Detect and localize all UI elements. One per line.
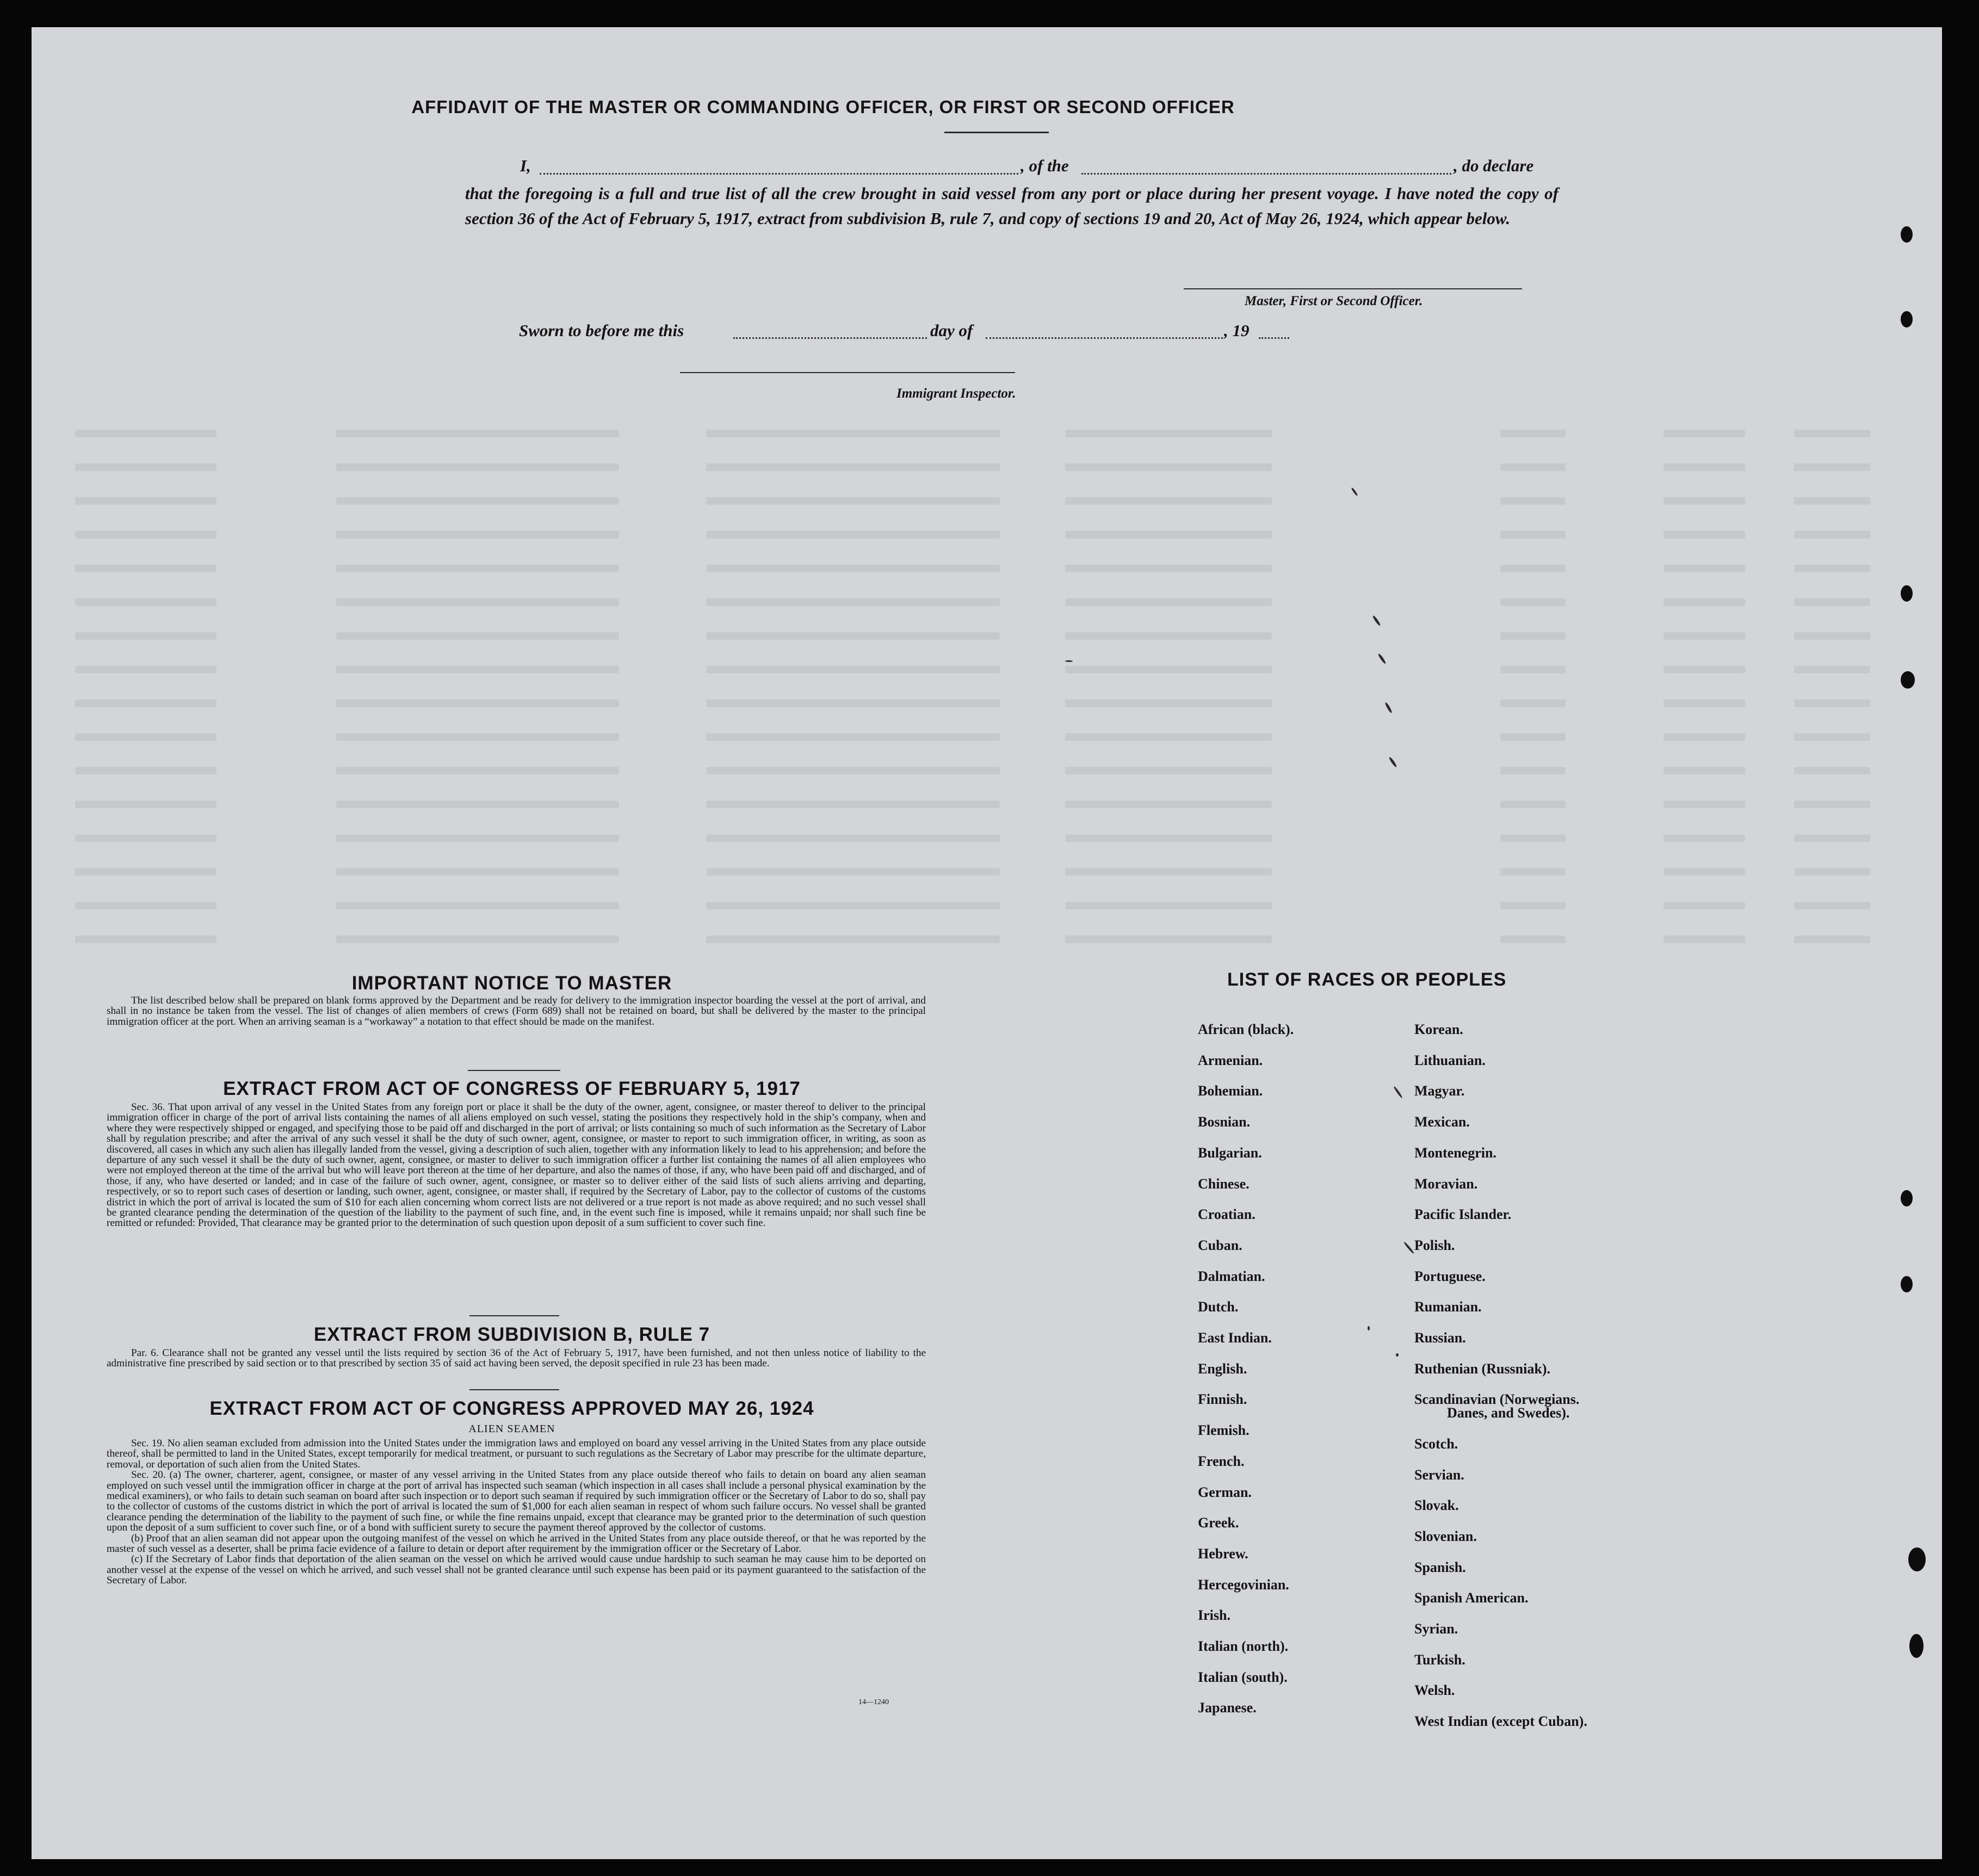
section-19-paragraph: Sec. 19. No alien seaman excluded from admission into the United States under the immigration laws and employed on board any vessel arriving in the United States from any place outside thereof, shall be permitted to land in the United States, except temporarily for medical treatment, or pursuant to such regulations as the Secretary of Labor may prescribe for the ultimate departure, removal, or deportation of such alien from the United States. — [107, 1438, 926, 1470]
bleed-through-mark — [1065, 666, 1272, 673]
race-item: Hebrew. — [1198, 1545, 1248, 1562]
day-of-label: day of — [930, 321, 973, 340]
pen-tick-mark — [1388, 757, 1397, 768]
race-item: Scandinavian (Norwegians. — [1414, 1391, 1580, 1408]
bleed-through-mark — [1065, 733, 1272, 741]
bleed-through-mark — [1500, 733, 1566, 741]
race-item: Dutch. — [1198, 1299, 1239, 1315]
race-item: Lithuanian. — [1414, 1052, 1486, 1068]
bleed-through-mark — [706, 699, 1000, 707]
bleed-through-mark — [1794, 936, 1870, 943]
sworn-day-field-line[interactable] — [733, 337, 927, 339]
bleed-through-mark — [1065, 767, 1272, 775]
punch-hole — [1901, 1190, 1913, 1206]
do-declare-label: , do declare — [1454, 156, 1534, 175]
bleed-through-mark — [1663, 834, 1745, 842]
bleed-through-mark — [1663, 733, 1745, 741]
master-signature-line[interactable] — [1184, 288, 1522, 289]
divider-2 — [469, 1315, 559, 1316]
punch-hole — [1901, 671, 1915, 689]
race-item: Rumanian. — [1414, 1299, 1482, 1315]
bleed-through-mark — [1500, 801, 1566, 808]
bleed-through-mark — [1065, 834, 1272, 842]
race-item: Slovak. — [1414, 1497, 1459, 1514]
bleed-through-mark — [1500, 598, 1566, 606]
race-item: Hercegovinian. — [1198, 1576, 1289, 1593]
bleed-through-mark — [75, 767, 217, 775]
form-sheet — [32, 27, 1942, 1859]
alien-seamen-subtitle: ALIEN SEAMEN — [468, 1423, 555, 1435]
bleed-through-mark — [1794, 733, 1870, 741]
punch-hole — [1901, 226, 1913, 243]
race-item: Italian (north). — [1198, 1638, 1289, 1654]
race-item: French. — [1198, 1453, 1245, 1469]
extract-1924-text — [107, 1438, 926, 1586]
notice-title: IMPORTANT NOTICE TO MASTER — [351, 973, 672, 994]
bleed-through-mark — [1663, 632, 1745, 640]
punch-hole — [1901, 585, 1913, 602]
bleed-through-mark — [1663, 801, 1745, 808]
master-signature-caption: Master, First or Second Officer. — [1245, 294, 1423, 308]
bleed-through-mark — [336, 497, 619, 505]
bleed-through-mark — [1663, 868, 1745, 876]
races-title: LIST OF RACES OR PEOPLES — [1227, 969, 1507, 990]
bleed-through-mark — [1065, 430, 1272, 437]
bleed-through-mark — [1065, 497, 1272, 505]
sworn-month-field-line[interactable] — [986, 337, 1223, 339]
race-item: Servian. — [1414, 1466, 1464, 1483]
bleed-through-mark — [1500, 936, 1566, 943]
race-item: Bulgarian. — [1198, 1144, 1262, 1161]
name-field-line[interactable] — [540, 173, 1018, 175]
race-item: West Indian (except Cuban). — [1414, 1713, 1587, 1730]
punch-hole — [1908, 1547, 1926, 1571]
bleed-through-mark — [75, 733, 217, 741]
bleed-through-mark — [336, 531, 619, 538]
race-item: Irish. — [1198, 1607, 1230, 1624]
bleed-through-mark — [706, 598, 1000, 606]
bleed-through-mark — [75, 531, 217, 538]
divider-3 — [469, 1389, 559, 1390]
pen-tick-mark — [1377, 653, 1387, 665]
bleed-through-mark — [1794, 801, 1870, 808]
bleed-through-mark — [75, 497, 217, 505]
bleed-through-mark — [1065, 699, 1272, 707]
bleed-through-mark — [706, 801, 1000, 808]
bleed-through-mark — [1500, 868, 1566, 876]
section-36-paragraph: Sec. 36. That upon arrival of any vessel in the United States from any foreign port or place it shall be the duty of the owner, agent, consignee, or master thereof to deliver to the principal immigration officer in charge of the port of arrival lists containing the names of all aliens employed on such vessel, stating the positions they respectively hold in the ship’s company, when and where they were respectively shipped or engaged, and specifying those to be paid off and discharged in the port of arrival; or lists containing so much of such information as the Secretary of Labor shall by regulation prescribe; and after the arrival of any such vessel it shall be the duty of such owner, agent, consignee, or master to report to such immigration officer, in writing, as soon as discovered, all cases in which any such alien has illegally landed from the vessel, giving a description of such alien, together with any information likely to lead to his apprehension; and before the departure of any such vessel it shall be the duty of such owner, agent, consignee, or master to deliver to such immigration officer a further list containing the names of all alien employees who were not employed thereon at the time of the arrival but who will leave port thereon at the time of her departure, and also the names of those, if any, who have been paid off and discharged, and of those, if any, who have deserted or landed; and in case of the failure of such owner, agent, consignee, or master so to deliver either of the said lists of such aliens arriving and departing, respectively, or so to report such cases of desertion or landing, such owner, agent, consignee, or master shall, if required by the Secretary of Labor, pay to the collector of customs of the customs district in which the port of arrival is located the sum of $10 for each alien concerning whom correct lists are not delivered or a true report is not made as above required; and no such vessel shall be granted clearance pending the determination of the question of the liability to the payment of such fine, and, in the event such fine is imposed, while it remains unpaid; nor shall such fine be remitted or refunded: Provided, That clearance may be granted prior to the determination of such question upon deposit of a sum sufficient to cover such fine. — [107, 1101, 926, 1229]
bleed-through-mark — [336, 598, 619, 606]
bleed-through-mark — [1500, 666, 1566, 673]
bleed-through-mark — [1663, 598, 1745, 606]
bleed-through-mark — [1065, 531, 1272, 538]
bleed-through-mark — [1500, 902, 1566, 909]
of-the-label: , of the — [1021, 156, 1069, 175]
pen-tick-mark — [1403, 1241, 1414, 1254]
extract-1917-text — [107, 1102, 926, 1229]
race-item: Slovenian. — [1414, 1528, 1477, 1544]
race-item: Italian (south). — [1198, 1669, 1288, 1685]
bleed-through-mark — [1794, 430, 1870, 437]
bleed-through-mark — [1663, 666, 1745, 673]
bleed-through-mark — [1065, 463, 1272, 471]
race-item: Flemish. — [1198, 1422, 1250, 1439]
bleed-through-mark — [706, 463, 1000, 471]
bleed-through-mark — [706, 632, 1000, 640]
bleed-through-mark — [1794, 767, 1870, 775]
bleed-through-mark — [1065, 902, 1272, 909]
bleed-through-mark — [706, 430, 1000, 437]
par-6-paragraph: Par. 6. Clearance shall not be granted any vessel until the lists required by section 36 of the Act of February 5, 1917, have been furnished, and not then unless notice of liability to the administrative fine prescribed by said section or to that prescribed by section 35 of said act having been served, the deposit specified in rule 23 has been made. — [107, 1347, 926, 1370]
bleed-through-mark — [1500, 767, 1566, 775]
bleed-through-mark — [1500, 834, 1566, 842]
pen-tick-mark — [1393, 1086, 1403, 1099]
pen-tick-mark — [1065, 660, 1073, 662]
race-item: Polish. — [1414, 1237, 1455, 1253]
pen-tick-mark — [1396, 1353, 1399, 1357]
bleed-through-mark — [1794, 868, 1870, 876]
bleed-through-mark — [706, 565, 1000, 572]
bleed-through-mark — [706, 868, 1000, 876]
rule7-title: EXTRACT FROM SUBDIVISION B, RULE 7 — [313, 1324, 710, 1345]
section-20c-paragraph: (c) If the Secretary of Labor finds that deportation of the alien seaman on the vessel on which he arrived would cause undue hardship to such seaman he may cause him to be deported on another vessel at the expense of the vessel on which he arrived, and such vessel shall not be granted clearance until such expense has been paid or its payment guaranteed to the satisfaction of the Secretary of Labor. — [107, 1553, 926, 1587]
bleed-through-mark — [75, 868, 217, 876]
bleed-through-mark — [706, 531, 1000, 538]
notice-text — [107, 995, 926, 1027]
pen-tick-mark — [1384, 702, 1393, 714]
bleed-through-mark — [1794, 497, 1870, 505]
race-item: Montenegrin. — [1414, 1144, 1496, 1161]
affidavit-body: that the foregoing is a full and true list of all the crew brought in said vessel from any port or place during her present voyage. I have noted the copy of section 36 of the Act of February 5, 1917, extract from subdivision B, rule 7, and copy of sections 19 and 20, Act of May 26, 1924, which appear below. — [465, 184, 1559, 228]
bleed-through-mark — [1065, 801, 1272, 808]
divider-1 — [468, 1070, 560, 1071]
year-label: , 19 — [1224, 321, 1250, 340]
race-item: Russian. — [1414, 1330, 1466, 1346]
form-number: 14—1240 — [858, 1698, 889, 1706]
bleed-through-mark — [1794, 632, 1870, 640]
race-item: Magyar. — [1414, 1083, 1465, 1099]
bleed-through-mark — [1065, 565, 1272, 572]
inspector-caption: Immigrant Inspector. — [896, 386, 1016, 401]
pen-tick-mark — [1372, 615, 1381, 627]
bleed-through-mark — [1794, 463, 1870, 471]
bleed-through-mark — [75, 936, 217, 943]
bleed-through-mark — [1065, 598, 1272, 606]
bleed-through-mark — [1500, 632, 1566, 640]
bleed-through-mark — [336, 902, 619, 909]
notice-paragraph: The list described below shall be prepared on blank forms approved by the Department and be ready for delivery to the immigration inspector boarding the vessel at the port of arrival, and shall in no instance be taken from the vessel. The list of changes of alien members of crews (Form 689) shall not be retained on board, but shall be delivered by the master to the principal immigration officer at the port. When an arriving seaman is a “workaway” a notation to that effect should be made on the manifest. — [107, 995, 926, 1027]
race-item: Mexican. — [1414, 1114, 1470, 1130]
bleed-through-mark — [1065, 868, 1272, 876]
bleed-through-mark — [1663, 902, 1745, 909]
race-item: Greek. — [1198, 1515, 1239, 1531]
bleed-through-mark — [1500, 699, 1566, 707]
bleed-through-mark — [336, 666, 619, 673]
race-item: Ruthenian (Russniak). — [1414, 1360, 1550, 1377]
bleed-through-mark — [336, 767, 619, 775]
bleed-through-mark — [336, 699, 619, 707]
bleed-through-mark — [706, 834, 1000, 842]
pen-tick-mark — [1368, 1326, 1370, 1330]
bleed-through-mark — [1500, 497, 1566, 505]
bleed-through-mark — [1794, 699, 1870, 707]
race-item: African (black). — [1198, 1021, 1294, 1037]
punch-hole — [1901, 311, 1913, 327]
bleed-through-mark — [1663, 430, 1745, 437]
race-item: Dalmatian. — [1198, 1268, 1265, 1284]
extract-1917-title: EXTRACT FROM ACT OF CONGRESS OF FEBRUARY 5, 1917 — [223, 1078, 801, 1099]
race-item: Finnish. — [1198, 1391, 1247, 1408]
sworn-year-field-line[interactable] — [1259, 337, 1289, 339]
race-item: Bohemian. — [1198, 1083, 1263, 1099]
bleed-through-mark — [1794, 834, 1870, 842]
pen-tick-mark — [1351, 487, 1358, 496]
title-underline — [944, 132, 1049, 133]
bleed-through-mark — [706, 767, 1000, 775]
bleed-through-mark — [336, 801, 619, 808]
bleed-through-mark — [1663, 565, 1745, 572]
bleed-through-mark — [75, 463, 217, 471]
bleed-through-mark — [1500, 565, 1566, 572]
rule7-text — [107, 1348, 926, 1369]
bleed-through-mark — [1794, 902, 1870, 909]
sworn-label: Sworn to before me this — [519, 321, 684, 340]
bleed-through-mark — [75, 565, 217, 572]
bleed-through-mark — [75, 598, 217, 606]
bleed-through-mark — [75, 902, 217, 909]
race-item: Korean. — [1414, 1021, 1463, 1037]
bleed-through-mark — [1794, 565, 1870, 572]
affidavit-title: AFFIDAVIT OF THE MASTER OR COMMANDING OFFICER, OR FIRST OR SECOND OFFICER — [411, 97, 1235, 117]
race-item: Spanish American. — [1414, 1590, 1529, 1606]
race-item: Armenian. — [1198, 1052, 1263, 1068]
bleed-through-mark — [336, 463, 619, 471]
bleed-through-mark — [1663, 463, 1745, 471]
race-item: East Indian. — [1198, 1330, 1272, 1346]
bleed-through-mark — [1500, 531, 1566, 538]
bleed-through-mark — [1663, 531, 1745, 538]
vessel-field-line[interactable] — [1081, 173, 1451, 175]
bleed-through-mark — [1794, 531, 1870, 538]
i-label: I, — [520, 156, 531, 175]
bleed-through-mark — [706, 936, 1000, 943]
bleed-through-mark — [1663, 767, 1745, 775]
bleed-through-mark — [336, 733, 619, 741]
bleed-through-mark — [75, 430, 217, 437]
bleed-through-mark — [1663, 936, 1745, 943]
race-item: Japanese. — [1198, 1700, 1257, 1716]
bleed-through-mark — [75, 699, 217, 707]
bleed-through-mark — [75, 632, 217, 640]
race-item: Danes, and Swedes). — [1447, 1405, 1570, 1421]
race-item: Chinese. — [1198, 1175, 1250, 1192]
bleed-through-mark — [1065, 632, 1272, 640]
bleed-through-mark — [336, 834, 619, 842]
bleed-through-mark — [336, 430, 619, 437]
bleed-through-mark — [1663, 497, 1745, 505]
inspector-signature-line[interactable] — [680, 372, 1015, 373]
race-item: English. — [1198, 1360, 1247, 1377]
bleed-through-mark — [336, 632, 619, 640]
bleed-through-mark — [1663, 699, 1745, 707]
bleed-through-mark — [75, 834, 217, 842]
race-item: German. — [1198, 1484, 1252, 1500]
bleed-through-mark — [336, 565, 619, 572]
race-item: Welsh. — [1414, 1682, 1455, 1699]
race-item: Croatian. — [1198, 1206, 1256, 1223]
race-item: Turkish. — [1414, 1651, 1465, 1668]
race-item: Scotch. — [1414, 1435, 1458, 1452]
bleed-through-mark — [75, 801, 217, 808]
race-item: Pacific Islander. — [1414, 1206, 1512, 1223]
punch-hole — [1901, 1276, 1913, 1292]
race-item: Moravian. — [1414, 1175, 1478, 1192]
bleed-through-mark — [75, 666, 217, 673]
bleed-through-mark — [706, 666, 1000, 673]
bleed-through-mark — [336, 936, 619, 943]
punch-hole — [1909, 1634, 1924, 1658]
section-20a-paragraph: Sec. 20. (a) The owner, charterer, agent, consignee, or master of any vessel arriving in the United States from any place outside thereof who fails to detain on board any alien seaman employed on such vessel until the immigration officer in charge at the port of arrival has inspected such seaman (which inspection in all cases shall include a personal physical examination by the medical examiners), or who fails to detain such seaman on board after such inspection or to deport such seaman if required by such immigration officer or the Secretary of Labor to do so, shall pay to the collector of customs of the customs district in which the port of arrival is located the sum of $1,000 for each alien seaman in respect of whom such failure occurs. No vessel shall be granted clearance pending the determination of the liability to the payment of such fine, or while the fine remains unpaid, except that clearance may be granted prior to the determination of such question upon the deposit of a sum sufficient to cover such fine, or of a bond with sufficient surety to secure the payment thereof approved by the collector of customs. — [107, 1469, 926, 1534]
bleed-through-mark — [1794, 666, 1870, 673]
bleed-through-mark — [1500, 430, 1566, 437]
bleed-through-mark — [336, 868, 619, 876]
extract-1924-title: EXTRACT FROM ACT OF CONGRESS APPROVED MAY 26, 1924 — [209, 1398, 814, 1419]
race-item: Cuban. — [1198, 1237, 1242, 1253]
race-item: Portuguese. — [1414, 1268, 1486, 1284]
bleed-through-mark — [706, 497, 1000, 505]
bleed-through-mark — [1500, 463, 1566, 471]
race-item: Spanish. — [1414, 1559, 1466, 1575]
bleed-through-mark — [706, 902, 1000, 909]
race-item: Bosnian. — [1198, 1114, 1251, 1130]
section-20b-paragraph: (b) Proof that an alien seaman did not appear upon the outgoing manifest of the vessel on which he arrived in the United States from any place outside thereof, or that he was reported by the master of such vessel as a deserter, shall be prima facie evidence of a failure to detain or deport after requirement by the immigration officer or the Secretary of Labor. — [107, 1532, 926, 1555]
bleed-through-mark — [1794, 598, 1870, 606]
race-item: Syrian. — [1414, 1621, 1458, 1637]
bleed-through-mark — [706, 733, 1000, 741]
bleed-through-mark — [1065, 936, 1272, 943]
